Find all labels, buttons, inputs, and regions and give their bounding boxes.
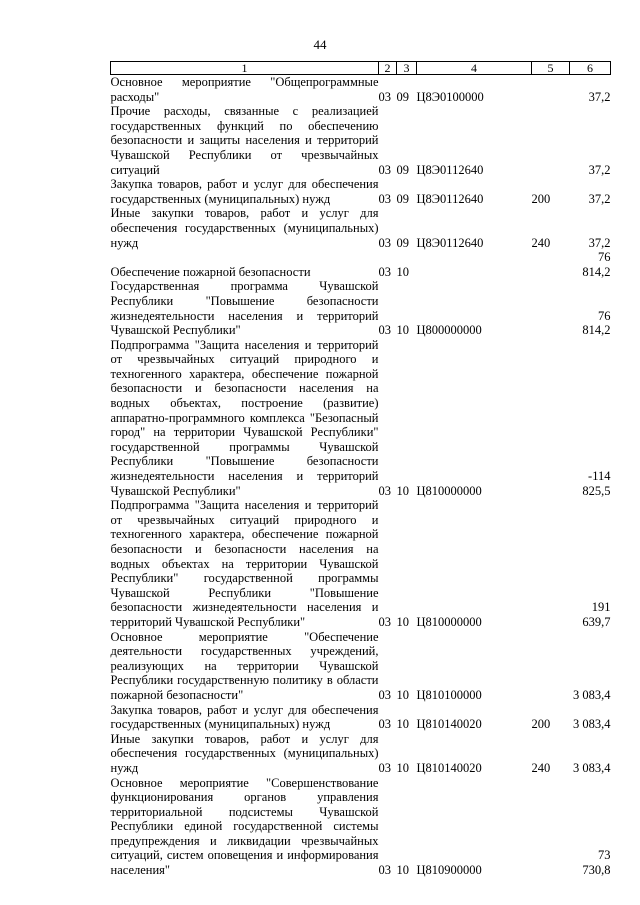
- row-section-code: 03: [378, 89, 391, 104]
- table-header-row: [111, 62, 611, 75]
- row-target-article-code: Ц800000000: [416, 323, 482, 338]
- row-description: Основное мероприятие "Общепрограммные расходы": [110, 75, 379, 104]
- row-subsection-code: 10: [396, 323, 409, 338]
- row-amount: 73 730,8: [582, 848, 611, 878]
- row-description: Закупка товаров, работ и услуг для обеспечения государственных (муниципальных) нужд: [110, 702, 379, 732]
- table-row: [111, 75, 611, 105]
- row-subsection-code: 10: [396, 483, 409, 498]
- row-expense-type-code: [532, 776, 570, 878]
- row-section-code: 03: [378, 191, 391, 206]
- table-row: [111, 630, 611, 703]
- table-body: [111, 75, 611, 878]
- row-expense-type-code: 200: [531, 191, 551, 206]
- table-row: [111, 104, 611, 177]
- row-target-article-code: Ц810140020: [416, 760, 482, 775]
- row-expense-type-code: [532, 250, 570, 279]
- row-section-code: 03: [378, 162, 391, 177]
- row-expense-type-code: [532, 279, 570, 337]
- row-expense-type-code: [532, 338, 570, 499]
- row-description: Подпрограмма "Защита населения и территорий от чрезвычайных ситуаций природного и техногенного характера, обеспечение пожарной безопасности и безопасности населения на водных объектах на территории Чувашской Республики" государственной программы Чувашской Республики "Повышение безопасности жизнедеятельности населения и территорий Чувашской Республики": [110, 498, 379, 629]
- column-header: 2: [379, 62, 397, 75]
- row-amount: 37,2: [588, 191, 611, 206]
- page-number: 44: [313, 37, 327, 52]
- row-expense-type-code: [532, 498, 570, 629]
- row-target-article-code: Ц810900000: [416, 863, 482, 878]
- row-section-code: 03: [378, 264, 391, 279]
- row-section-code: 03: [378, 687, 391, 702]
- table-row: [111, 206, 611, 250]
- row-description: Основное мероприятие "Совершенствование функционирования органов управления территориальной подсистемы Чувашской Республики единой государственной системы предупреждения и ликвидации чрезвычайных ситуаций, систем оповещения и информирования населения": [110, 775, 379, 878]
- row-description: Государственная программа Чувашской Республики "Повышение безопасности жизнедеятельности населения и территорий Чувашской Республики": [110, 279, 379, 338]
- table-row: [111, 338, 611, 499]
- row-target-article-code: Ц810000000: [416, 483, 482, 498]
- table-row: [111, 279, 611, 337]
- row-target-article-code: [417, 250, 532, 279]
- row-subsection-code: 10: [396, 687, 409, 702]
- table-row: [111, 776, 611, 878]
- row-subsection-code: 09: [396, 89, 409, 104]
- row-target-article-code: Ц810100000: [416, 687, 482, 702]
- column-header: 3: [397, 62, 417, 75]
- row-section-code: 03: [378, 483, 391, 498]
- row-amount: 3 083,4: [573, 687, 611, 702]
- row-expense-type-code: [532, 104, 570, 177]
- row-amount: 76 814,2: [582, 250, 611, 279]
- row-subsection-code: 10: [396, 863, 409, 878]
- row-description: Иные закупки товаров, работ и услуг для обеспечения государственных (муниципальных) нужд: [110, 731, 379, 775]
- row-target-article-code: Ц8Э0112640: [416, 191, 484, 206]
- row-subsection-code: 10: [396, 717, 409, 732]
- row-section-code: 03: [378, 863, 391, 878]
- row-expense-type-code: 200: [531, 717, 551, 732]
- row-target-article-code: Ц8Э0100000: [416, 89, 484, 104]
- row-description: Основное мероприятие "Обеспечение деятельности государственных учреждений, реализующих на территории Чувашской Республики государственную политику в области пожарной безопасности": [110, 629, 379, 702]
- row-amount: 3 083,4: [573, 760, 611, 775]
- column-header: 4: [417, 62, 532, 75]
- row-target-article-code: Ц810140020: [416, 717, 482, 732]
- row-amount: 76 814,2: [582, 308, 611, 338]
- row-description: Иные закупки товаров, работ и услуг для обеспечения государственных (муниципальных) нужд: [110, 206, 379, 250]
- row-section-code: 03: [378, 614, 391, 629]
- row-target-article-code: Ц8Э0112640: [416, 235, 484, 250]
- row-amount: 37,2: [588, 89, 611, 104]
- table-row: [111, 177, 611, 206]
- row-subsection-code: 10: [396, 760, 409, 775]
- row-subsection-code: 10: [396, 614, 409, 629]
- row-amount: 37,2: [588, 235, 611, 250]
- row-subsection-code: 09: [396, 235, 409, 250]
- table-row: [111, 498, 611, 629]
- row-expense-type-code: [532, 630, 570, 703]
- row-amount: 191 639,7: [582, 600, 611, 629]
- row-subsection-code: 10: [396, 264, 409, 279]
- row-amount: -114 825,5: [582, 469, 611, 498]
- row-subsection-code: 09: [396, 191, 409, 206]
- row-expense-type-code: [532, 75, 570, 105]
- row-amount: 3 083,4: [573, 717, 611, 732]
- row-description: Подпрограмма "Защита населения и территорий от чрезвычайных ситуаций природного и техногенного характера, обеспечение пожарной безопасности и безопасности населения на водных объектах, построение (развитие) аппаратно-программного комплекса "Безопасный город" на территории Чувашской Республики" государственной программы Чувашской Республики "Повышение безопасности жизнедеятельности населения и территорий Чувашской Республики": [110, 337, 379, 498]
- column-header: 5: [532, 62, 570, 75]
- table-row: [111, 732, 611, 776]
- row-description: Обеспечение пожарной безопасности: [110, 264, 311, 279]
- table-row: [111, 250, 611, 279]
- row-expense-type-code: 240: [531, 235, 551, 250]
- row-subsection-code: 09: [396, 162, 409, 177]
- row-section-code: 03: [378, 717, 391, 732]
- budget-table: [110, 61, 611, 878]
- row-section-code: 03: [378, 235, 391, 250]
- row-section-code: 03: [378, 760, 391, 775]
- row-expense-type-code: 240: [531, 760, 551, 775]
- row-description: Прочие расходы, связанные с реализацией государственных функций по обеспечению безопасности и защиты населения и территорий Чувашской Республики от чрезвычайных ситуаций: [110, 104, 379, 177]
- row-target-article-code: Ц810000000: [416, 614, 482, 629]
- row-amount: 37,2: [588, 162, 611, 177]
- row-target-article-code: Ц8Э0112640: [416, 162, 484, 177]
- column-header: 6: [570, 62, 611, 75]
- table-row: [111, 703, 611, 732]
- row-section-code: 03: [378, 323, 391, 338]
- row-description: Закупка товаров, работ и услуг для обеспечения государственных (муниципальных) нужд: [110, 177, 379, 206]
- column-header: 1: [111, 62, 379, 75]
